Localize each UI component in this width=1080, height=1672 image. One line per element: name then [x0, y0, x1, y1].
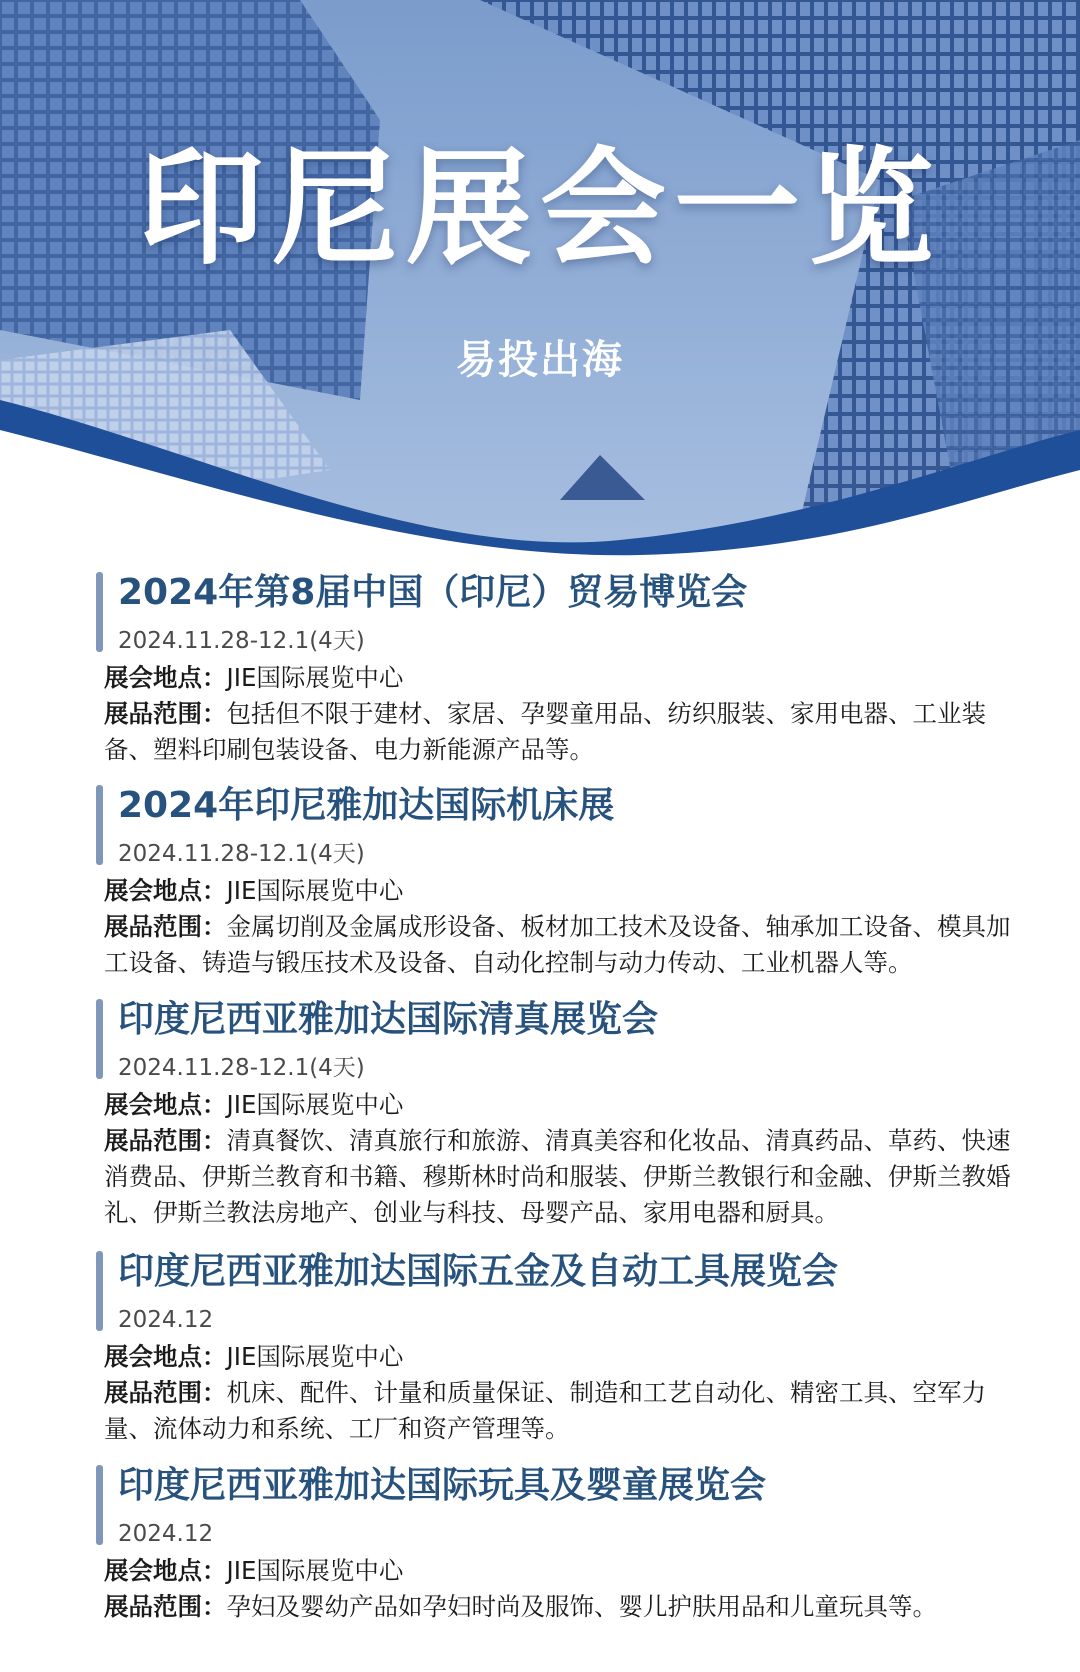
expo-title: 印度尼西亚雅加达国际五金及自动工具展览会 [118, 1251, 839, 1292]
expo-item [0, 1459, 1080, 1649]
expo-scope [104, 1375, 1028, 1447]
page-subtitle: 易投出海 [456, 337, 624, 383]
venue-label: 展会地点： [104, 1342, 227, 1371]
page-title: 印尼展会一览 [138, 135, 942, 282]
accent-bar [96, 785, 103, 865]
expo-title: 2024年印尼雅加达国际机床展 [118, 785, 615, 826]
accent-bar [96, 572, 103, 652]
venue-label: 展会地点： [104, 1556, 227, 1585]
scope-value: 包括但不限于建材、家居、孕婴童用品、纺织服装、家用电器、工业装备、塑料印刷包装设备、电力新能源产品等。 [104, 699, 986, 764]
expo-date: 2024.12 [118, 1521, 214, 1547]
expo-venue [104, 1553, 1028, 1589]
expo-title: 2024年第8届中国（印尼）贸易博览会 [118, 572, 748, 613]
expo-scope [104, 1123, 1028, 1231]
venue-label: 展会地点： [104, 876, 227, 905]
scope-label: 展品范围： [104, 912, 227, 941]
expo-date: 2024.11.28-12.1(4天) [118, 628, 365, 654]
scope-value: 清真餐饮、清真旅行和旅游、清真美容和化妆品、清真药品、草药、快速消费品、伊斯兰教育和书籍、穆斯林时尚和服装、伊斯兰教银行和金融、伊斯兰教婚礼、伊斯兰教法房地产、创业与科技、母婴产品、家用电器和厨具。 [104, 1126, 1011, 1227]
scope-label: 展品范围： [104, 1378, 227, 1407]
venue-value: JIE国际展览中心 [226, 876, 404, 905]
expo-item [0, 566, 1080, 779]
expo-scope [104, 1589, 1028, 1625]
scope-label: 展品范围： [104, 1592, 227, 1621]
venue-label: 展会地点： [104, 663, 227, 692]
scope-value: 机床、配件、计量和质量保证、制造和工艺自动化、精密工具、空军力量、流体动力和系统、工厂和资产管理等。 [104, 1378, 986, 1443]
venue-value: JIE国际展览中心 [226, 1556, 404, 1585]
expo-date: 2024.11.28-12.1(4天) [118, 1055, 365, 1081]
scope-label: 展品范围： [104, 1126, 227, 1155]
expo-item [0, 779, 1080, 993]
scope-label: 展品范围： [104, 699, 227, 728]
venue-label: 展会地点： [104, 1090, 227, 1119]
venue-value: JIE国际展览中心 [226, 1090, 404, 1119]
accent-bar [96, 999, 103, 1079]
accent-bar [96, 1465, 103, 1545]
expo-title: 印度尼西亚雅加达国际清真展览会 [118, 999, 659, 1040]
accent-bar [96, 1251, 103, 1331]
expo-list [0, 566, 1080, 1649]
scope-value: 孕妇及婴幼产品如孕妇时尚及服饰、婴儿护肤用品和儿童玩具等。 [226, 1592, 937, 1621]
expo-venue [104, 873, 1028, 909]
expo-scope [104, 696, 1028, 768]
expo-venue [104, 1087, 1028, 1123]
expo-item [0, 993, 1080, 1245]
expo-scope [104, 909, 1028, 981]
expo-item [0, 1245, 1080, 1459]
venue-value: JIE国际展览中心 [226, 1342, 404, 1371]
expo-date: 2024.12 [118, 1307, 214, 1333]
scope-value: 金属切削及金属成形设备、板材加工技术及设备、轴承加工设备、模具加工设备、铸造与锻压技术及设备、自动化控制与动力传动、工业机器人等。 [104, 912, 1011, 977]
header-banner [0, 0, 1080, 560]
expo-title: 印度尼西亚雅加达国际玩具及婴童展览会 [118, 1465, 767, 1506]
expo-venue [104, 1339, 1028, 1375]
expo-date: 2024.11.28-12.1(4天) [118, 841, 365, 867]
venue-value: JIE国际展览中心 [226, 663, 404, 692]
expo-venue [104, 660, 1028, 696]
